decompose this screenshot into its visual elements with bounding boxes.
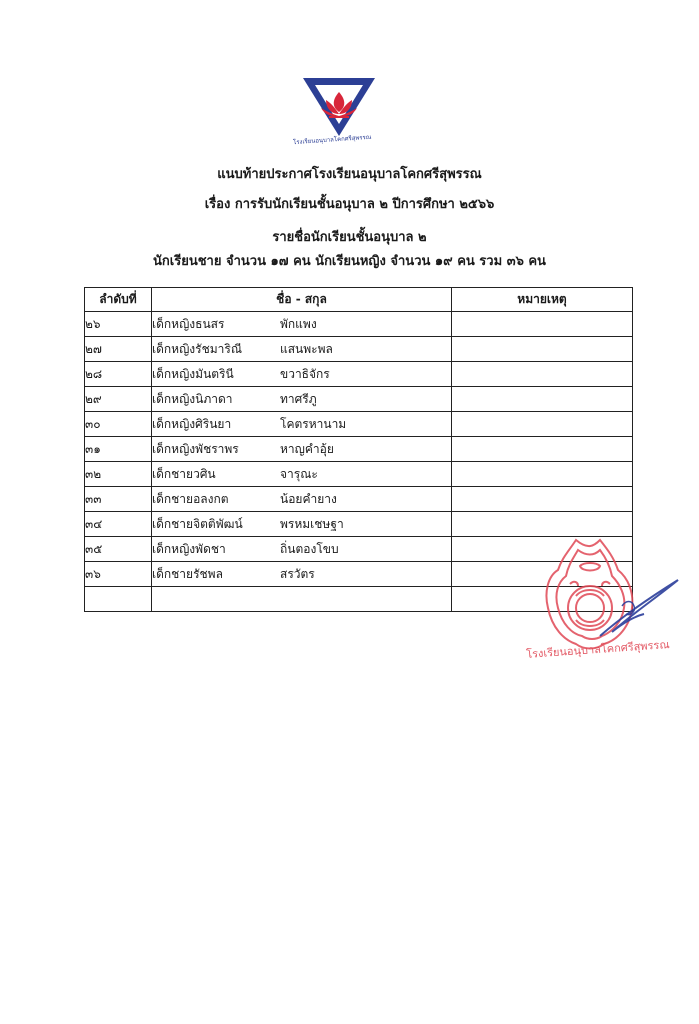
row-no: ๒๙	[85, 387, 152, 412]
row-name	[152, 437, 452, 462]
row-no	[85, 587, 152, 612]
first-name: เด็กหญิงพัดชา	[152, 541, 226, 556]
table-row	[85, 487, 633, 512]
row-no: ๓๖	[85, 562, 152, 587]
table-row	[85, 312, 633, 337]
row-name	[152, 537, 452, 562]
row-note	[452, 337, 633, 362]
row-note	[452, 462, 633, 487]
header-line-1: แนบท้ายประกาศโรงเรียนอนุบาลโคกศรีสุพรรณ	[217, 167, 482, 182]
first-name: เด็กหญิงศิรินยา	[152, 416, 232, 431]
table-row	[85, 387, 633, 412]
last-name: สรวัตร	[280, 566, 315, 581]
row-no: ๓๒	[85, 462, 152, 487]
school-seal-stamp	[518, 536, 680, 682]
row-note	[452, 362, 633, 387]
header-line-3: รายชื่อนักเรียนชั้นอนุบาล ๒	[272, 230, 427, 245]
row-name	[152, 562, 452, 587]
first-name: เด็กหญิงรัชมาริณี	[152, 341, 242, 356]
row-no: ๒๖	[85, 312, 152, 337]
row-name	[152, 512, 452, 537]
last-name: พรหมเชษฐา	[280, 516, 344, 531]
row-name	[152, 312, 452, 337]
table-row	[85, 462, 633, 487]
first-name: เด็กชายจิตติพัฒน์	[152, 516, 243, 531]
row-no: ๓๕	[85, 537, 152, 562]
last-name: แสนพะพล	[280, 341, 333, 356]
header-name: ชื่อ - สกุล	[152, 288, 452, 312]
last-name: ถิ่นตองโขบ	[280, 541, 339, 556]
row-no: ๒๘	[85, 362, 152, 387]
school-logo	[292, 74, 379, 147]
table-header-row	[85, 288, 633, 312]
row-note	[452, 512, 633, 537]
first-name: เด็กหญิงพัชราพร	[152, 441, 239, 456]
header-note: หมายเหตุ	[452, 288, 633, 312]
first-name: เด็กหญิงมันตรินี	[152, 366, 234, 381]
row-name	[152, 362, 452, 387]
row-name	[152, 337, 452, 362]
header-no: ลำดับที่	[85, 288, 152, 312]
last-name: พักแพง	[280, 316, 317, 331]
table-row	[85, 512, 633, 537]
row-name	[152, 387, 452, 412]
row-name	[152, 487, 452, 512]
row-name	[152, 462, 452, 487]
row-no: ๒๗	[85, 337, 152, 362]
first-name: เด็กชายรัชพล	[152, 566, 223, 581]
seal-text: โรงเรียนอนุบาลโคกศรีสุพรรณ	[525, 638, 670, 661]
row-name	[152, 412, 452, 437]
row-note	[452, 487, 633, 512]
last-name: ขวาธิจักร	[280, 366, 330, 381]
last-name: โคตรหานาม	[280, 416, 347, 431]
first-name: เด็กชายวศิน	[152, 466, 216, 481]
last-name: น้อยคำยาง	[280, 491, 337, 506]
header-line-4: นักเรียนชาย จำนวน ๑๗ คน นักเรียนหญิง จำนวน ๑๙ คน รวม ๓๖ คน	[153, 254, 546, 269]
row-no: ๓๓	[85, 487, 152, 512]
last-name: หาญคำอุ้ย	[280, 441, 334, 456]
row-note	[452, 437, 633, 462]
header-line-2: เรื่อง การรับนักเรียนชั้นอนุบาล ๒ ปีการศึกษา ๒๕๖๖	[204, 197, 495, 212]
first-name: เด็กหญิงนิภาดา	[152, 391, 233, 406]
row-name	[152, 587, 452, 612]
last-name: ทาศรีภู	[280, 391, 317, 406]
table-row	[85, 337, 633, 362]
row-no: ๓๐	[85, 412, 152, 437]
row-note	[452, 412, 633, 437]
row-no: ๓๑	[85, 437, 152, 462]
row-no: ๓๔	[85, 512, 152, 537]
table-row	[85, 362, 633, 387]
row-note	[452, 312, 633, 337]
table-row	[85, 437, 633, 462]
first-name: เด็กชายอลงกต	[152, 491, 229, 506]
table-row	[85, 412, 633, 437]
first-name: เด็กหญิงธนสร	[152, 316, 225, 331]
last-name: จารุณะ	[280, 466, 318, 481]
logo-arc-text: โรงเรียนอนุบาลโคกศรีสุพรรณ	[292, 133, 372, 147]
row-note	[452, 387, 633, 412]
